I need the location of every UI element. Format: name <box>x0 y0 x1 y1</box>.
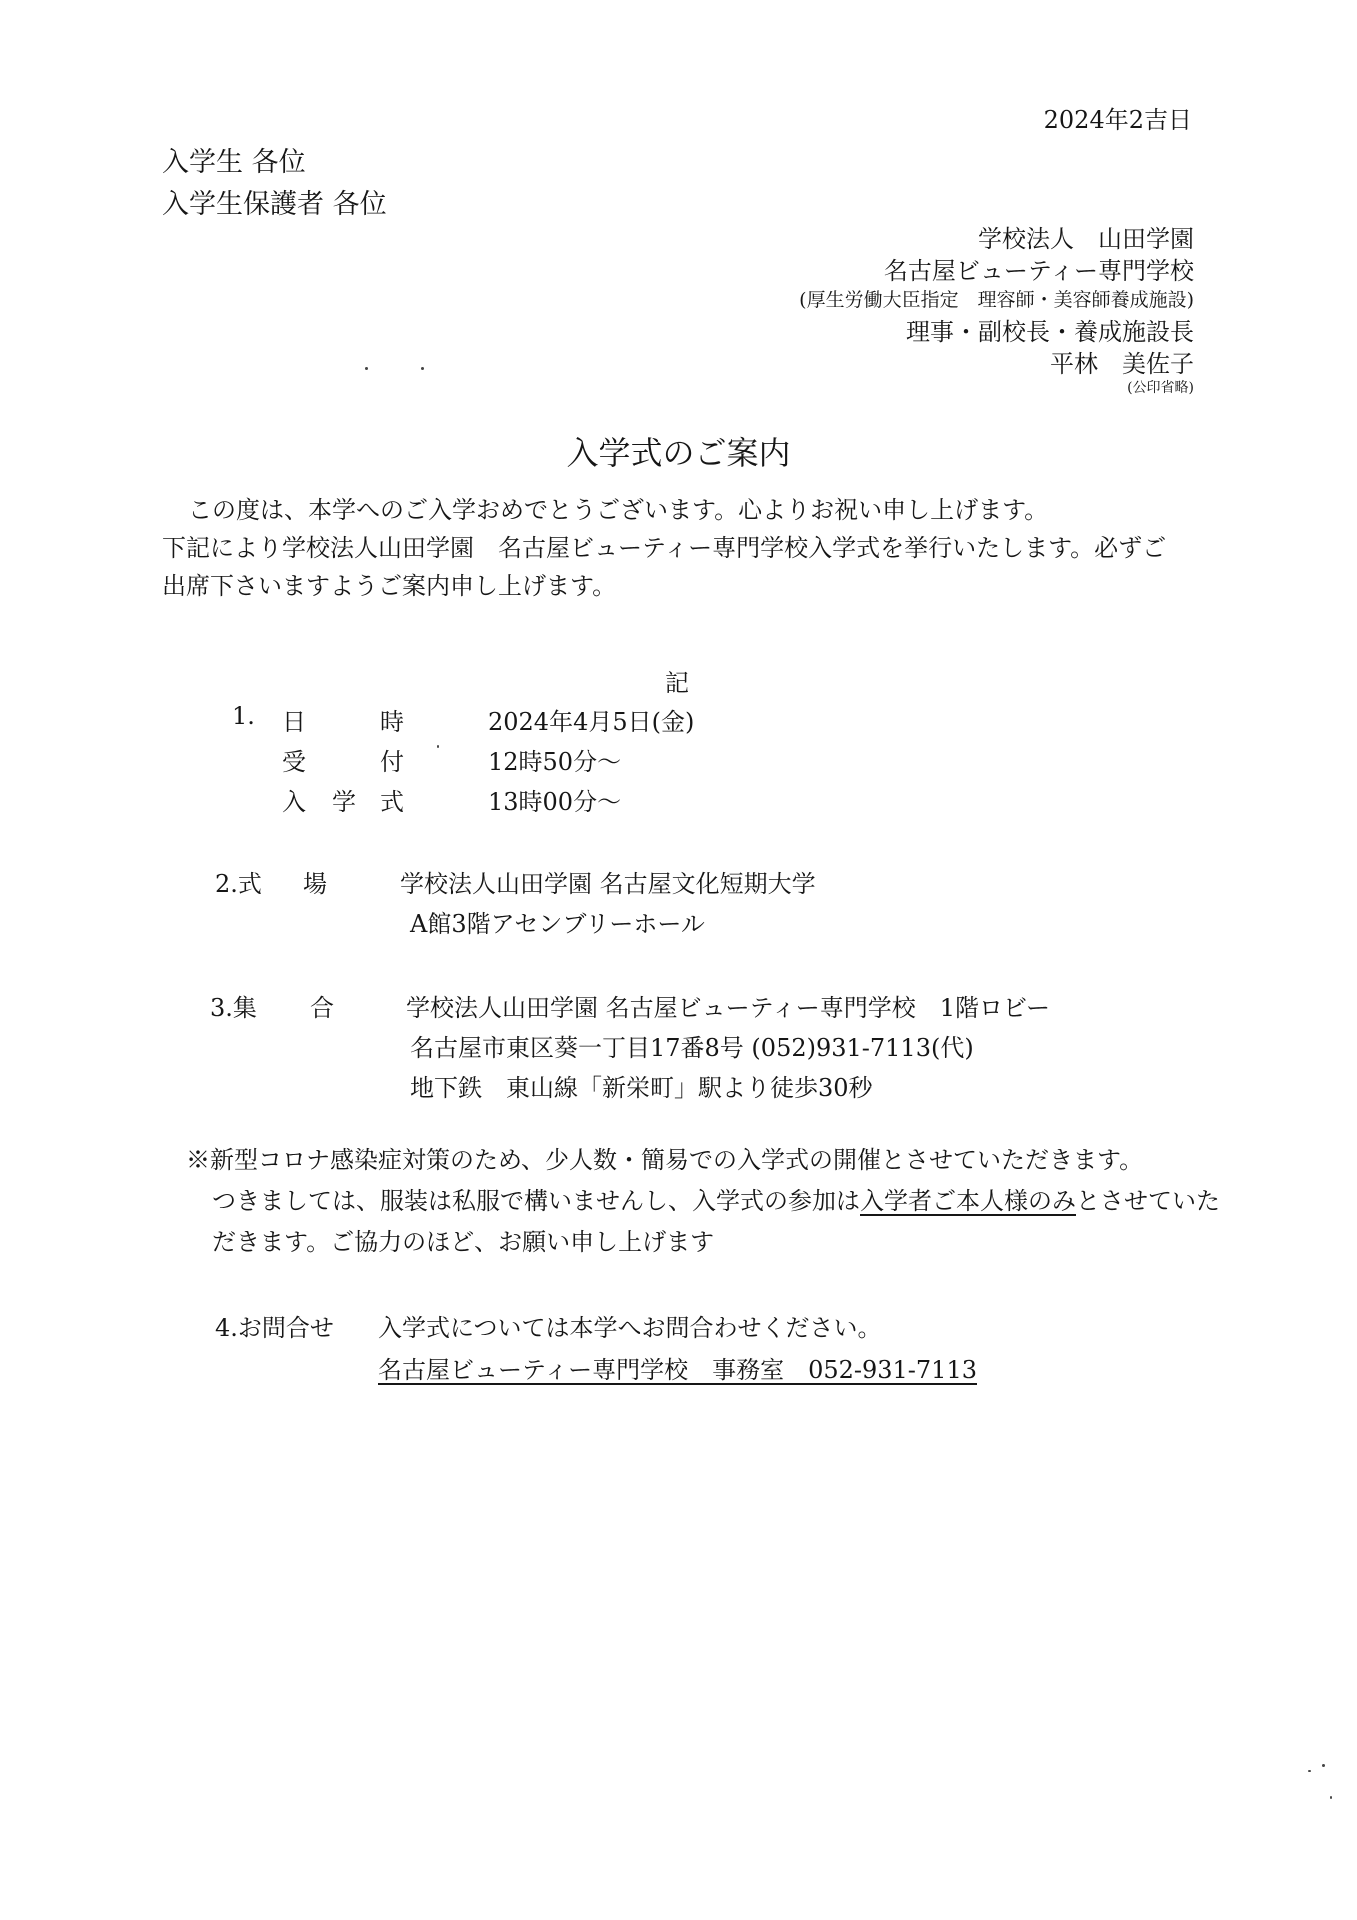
notice-line-2-after: とさせていた <box>1076 1187 1220 1215</box>
intro-line-2: 下記により学校法人山田学園 名古屋ビューティー専門学校入学式を挙行いたします。必ずご <box>162 534 1167 562</box>
sender-name: 平林 美佐子 <box>1050 350 1194 378</box>
notice-line-3: だきます。ご協力のほど、お願い申し上げます <box>212 1228 715 1256</box>
item3-place-line-1: 学校法人山田学園 名古屋ビューティー専門学校 1階ロビー <box>406 994 1051 1022</box>
item4-contact-line: 名古屋ビューティー専門学校 事務室 052-931-7113 <box>378 1356 977 1384</box>
item1-ceremony-value: 13時00分～ <box>488 788 622 816</box>
recipient-students: 入学生 各位 <box>162 147 306 178</box>
item3-access-line: 地下鉄 東山線「新栄町」駅より徒歩30秒 <box>410 1074 873 1102</box>
item4-inquiry-line: 入学式については本学へお問合わせください。 <box>378 1314 882 1342</box>
document-date: 2024年2吉日 <box>1043 106 1192 134</box>
sender-position: 理事・副校長・養成施設長 <box>906 318 1194 346</box>
item1-ceremony-label-a: 入 <box>282 788 306 816</box>
item1-ceremony-label-b: 学 <box>332 788 356 816</box>
scan-speck <box>421 367 424 370</box>
item1-date-label-b: 時 <box>380 708 404 736</box>
item3-label-a: 3.集 <box>210 994 257 1022</box>
scan-speck <box>1330 1796 1332 1799</box>
item1-reception-value: 12時50分～ <box>488 748 622 776</box>
item2-label-b: 場 <box>303 870 327 898</box>
sender-corporation: 学校法人 山田学園 <box>978 225 1194 253</box>
item3-label-b: 合 <box>310 994 334 1022</box>
seal-omitted-note: (公印省略) <box>1127 380 1194 396</box>
item1-date-label-a: 日 <box>282 708 306 736</box>
notice-line-2-before: つきましては、服装は私服で構いませんし、入学式の参加は <box>212 1187 860 1215</box>
item2-venue-line-1: 学校法人山田学園 名古屋文化短期大学 <box>400 870 816 898</box>
item1-ceremony-label-c: 式 <box>380 788 404 816</box>
scan-speck <box>437 745 439 748</box>
item1-reception-label-b: 付 <box>380 748 404 776</box>
notice-underlined-text: 入学者ご本人様のみ <box>860 1187 1076 1215</box>
item3-address-line: 名古屋市東区葵一丁目17番8号 (052)931-7113(代) <box>410 1034 974 1062</box>
recipient-guardians: 入学生保護者 各位 <box>162 189 387 220</box>
scan-speck <box>365 367 368 370</box>
item1-date-value: 2024年4月5日(金) <box>488 708 695 736</box>
item1-number: 1. <box>232 702 255 730</box>
sender-designation: (厚生労働大臣指定 理容師・美容師養成施設) <box>799 289 1194 311</box>
item2-label-a: 2.式 <box>215 870 262 898</box>
item2-venue-line-2: A館3階アセンブリーホール <box>410 910 705 938</box>
notice-line-1: ※新型コロナ感染症対策のため、少人数・簡易での入学式の開催とさせていただきます。 <box>186 1146 1144 1174</box>
document-title: 入学式のご案内 <box>566 434 791 472</box>
item4-label: 4.お問合せ <box>215 1314 334 1342</box>
scan-speck <box>1308 1770 1311 1772</box>
intro-line-1: この度は、本学へのご入学おめでとうございます。心よりお祝い申し上げます。 <box>188 496 1049 524</box>
scan-speck <box>1322 1764 1325 1767</box>
sender-school: 名古屋ビューティー専門学校 <box>883 257 1194 285</box>
intro-line-3: 出席下さいますようご案内申し上げます。 <box>162 572 617 600</box>
notice-line-2 <box>212 1182 1220 1220</box>
item1-reception-label-a: 受 <box>282 748 306 776</box>
ki-heading: 記 <box>665 669 689 697</box>
